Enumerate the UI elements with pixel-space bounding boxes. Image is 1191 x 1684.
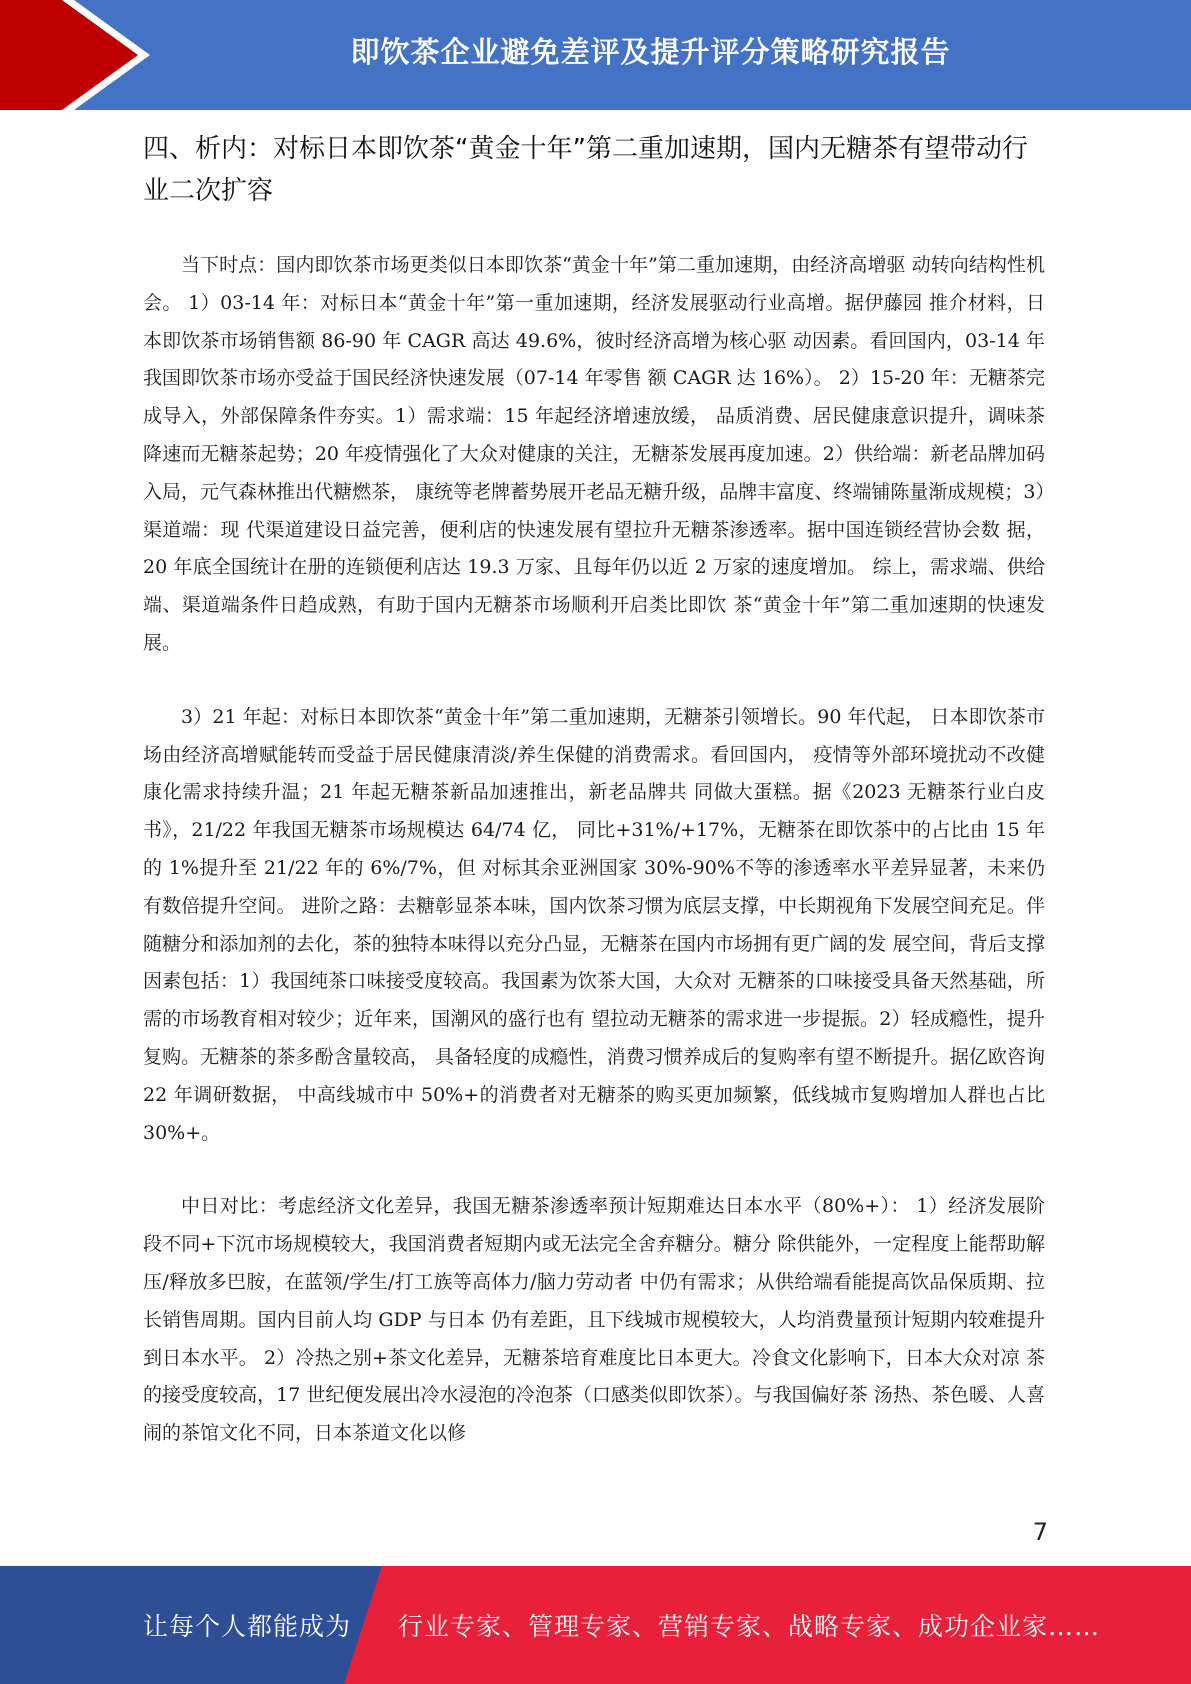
paragraph-3: 中日对比：考虑经济文化差异，我国无糖茶渗透率预计短期难达日本水平（80%+）： 1）经济发展阶段不同+下沉市场规模较大，我国消费者短期内或无法完全舍弃糖分。糖分 除供能外，一定程度上能帮助解压/释放多巴胺，在蓝领/学生/打工族等高体力/脑力劳动者 中仍有需求；从供给端看能提高饮品保质期、拉长销售周期。国内目前人均 GDP 与日本 仍有差距，且下线城市规模较大，人均消费量预计短期内较难提升到日本水平。 2）冷热之别+茶文化差异，无糖茶培育难度比日本更大。冷食文化影响下，日本大众对凉 茶的接受度较高，17 世纪便发展出冷水浸泡的冷泡茶（口感类似即饮茶）。与我国偏好茶 汤热、茶色暖、人喜闹的茶馆文化不同，日本茶道文化以修 [143,1195,1045,1445]
page-number: 7 [1032,1518,1048,1546]
page-header [0,0,1191,110]
footer-slogan-right: 行业专家、管理专家、营销专家、战略专家、成功企业家…… [398,1612,1101,1641]
footer-slogan-left: 让每个人都能成为 [143,1612,352,1641]
red-chevron-icon [0,0,160,110]
body-text [143,247,1045,1453]
paragraph-2: 3）21 年起：对标日本即饮茶“黄金十年”第二重加速期，无糖茶引领增长。90 年代起， 日本即饮茶市场由经济高增赋能转而受益于居民健康清淡/养生保健的消费需求。看回国内， 疫情等外部环境扰动不改健康化需求持续升温；21 年起无糖茶新品加速推出，新老品牌共 同做大蛋糕。据《2023 无糖茶行业白皮书》，21/22 年我国无糖茶市场规模达 64/74 亿， 同比+31%/+17%，无糖茶在即饮茶中的占比由 15 年的 1%提升至 21/22 年的 6%/7%，但 对标其余亚洲国家 30%-90%不等的渗透率水平差异显著，未来仍有数倍提升空间。 进阶之路：去糖彰显茶本味，国内饮茶习惯为底层支撑，中长期视角下发展空间充足。伴 随糖分和添加剂的去化，茶的独特本味得以充分凸显，无糖茶在国内市场拥有更广阔的发 展空间，背后支撑因素包括：1）我国纯茶口味接受度较高。我国素为饮茶大国，大众对 无糖茶的口味接受具备天然基础，所需的市场教育相对较少；近年来，国潮风的盛行也有 望拉动无糖茶的需求进一步提振。2）轻成瘾性，提升复购。无糖茶的茶多酚含量较高， 具备轻度的成瘾性，消费习惯养成后的复购率有望不断提升。据亿欧咨询 22 年调研数据， 中高线城市中 50%+的消费者对无糖茶的购买更加频繁，低线城市复购增加人群也占比30%+。 [143,705,1045,1144]
paragraph-1: 当下时点：国内即饮茶市场更类似日本即饮茶“黄金十年”第二重加速期，由经济高增驱 动转向结构性机会。 1）03-14 年：对标日本“黄金十年”第一重加速期，经济发展驱动行业高增。据伊藤园 推介材料，日本即饮茶市场销售额 86-90 年 CAGR 高达 49.6%，彼时经济高增为核心驱 动因素。看回国内，03-14 年我国即饮茶市场亦受益于国民经济快速发展（07-14 年零售 额 CAGR 达 16%）。 2）15-20 年：无糖茶完成导入，外部保障条件夯实。1）需求端：15 年起经济增速放缓， 品质消费、居民健康意识提升，调味茶降速而无糖茶起势；20 年疫情强化了大众对健康的关注，无糖茶发展再度加速。2）供给端：新老品牌加码入局，元气森林推出代糖燃茶， 康统等老牌蓄势展开老品无糖升级，品牌丰富度、终端铺陈量渐成规模；3）渠道端：现 代渠道建设日益完善，便利店的快速发展有望拉升无糖茶渗透率。据中国连锁经营协会数 据，20 年底全国统计在册的连锁便利店达 19.3 万家、且每年仍以近 2 万家的速度增加。 综上，需求端、供给端、渠道端条件日趋成熟，有助于国内无糖茶市场顺利开启类比即饮 茶“黄金十年”第二重加速期的快速发展。 [143,254,1045,654]
report-title: 即饮茶企业避免差评及提升评分策略研究报告 [350,34,951,69]
page-footer [0,1566,1191,1684]
section-heading: 四、析内：对标日本即饮茶“黄金十年”第二重加速期，国内无糖茶有望带动行业二次扩容 [143,134,1028,206]
